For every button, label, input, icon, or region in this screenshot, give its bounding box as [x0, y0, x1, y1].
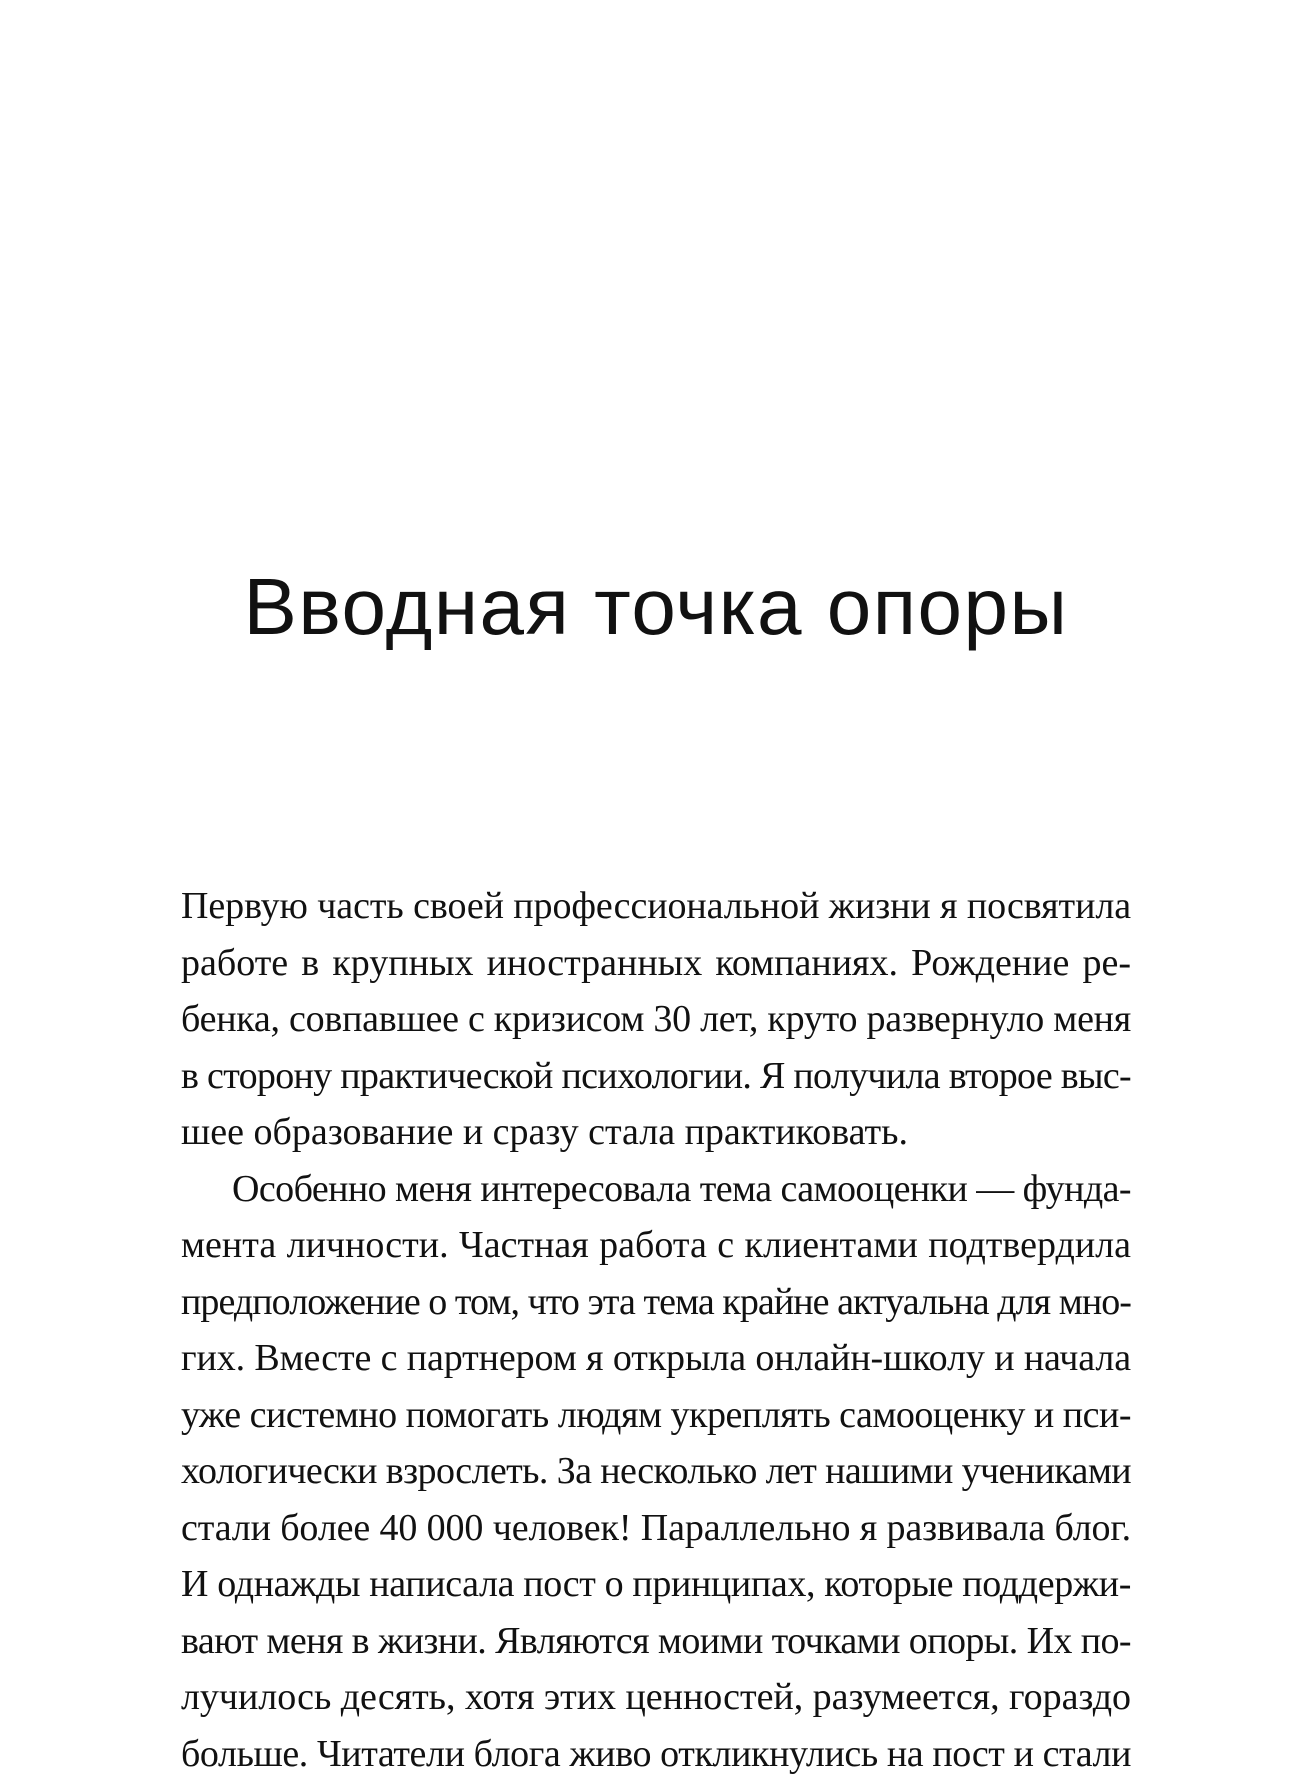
- text-line: предположение о том, что эта тема крайне актуальна для мно-: [181, 1274, 1131, 1331]
- text-line: уже системно помогать людям укреплять самооценку и пси-: [181, 1387, 1131, 1444]
- chapter-title: Вводная точка опоры: [0, 555, 1312, 659]
- text-line: лучилось десять, хотя этих ценностей, разумеется, гораздо: [181, 1669, 1131, 1726]
- text-line: работе в крупных иностранных компаниях. Рождение ре-: [181, 935, 1131, 992]
- text-line: Особенно меня интересовала тема самооценки — фунда-: [181, 1161, 1131, 1218]
- text-line: в сторону практической психологии. Я получила второе выс-: [181, 1048, 1131, 1105]
- text-line: хологически взрослеть. За несколько лет нашими учениками: [181, 1443, 1131, 1500]
- text-line: стали более 40 000 человек! Параллельно я развивала блог.: [181, 1500, 1131, 1557]
- body-text: [181, 878, 1131, 1782]
- text-line: Первую часть своей профессиональной жизни я посвятила: [181, 878, 1131, 935]
- text-line: вают меня в жизни. Являются моими точками опоры. Их по-: [181, 1613, 1131, 1670]
- text-line: шее образование и сразу стала практиковать.: [181, 1104, 1131, 1161]
- text-line: бенка, совпавшее с кризисом 30 лет, круто развернуло меня: [181, 991, 1131, 1048]
- text-line: И однажды написала пост о принципах, которые поддержи-: [181, 1556, 1131, 1613]
- text-line: гих. Вместе с партнером я открыла онлайн-школу и начала: [181, 1330, 1131, 1387]
- text-line: больше. Читатели блога живо откликнулись на пост и стали: [181, 1726, 1131, 1782]
- text-line: мента личности. Частная работа с клиентами подтвердила: [181, 1217, 1131, 1274]
